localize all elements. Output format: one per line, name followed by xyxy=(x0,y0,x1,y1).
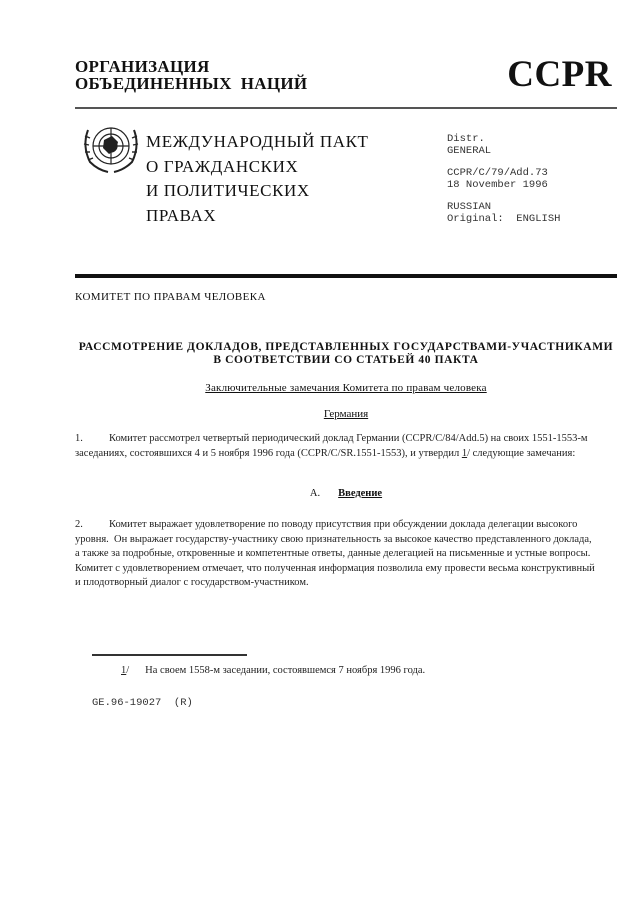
header-rule xyxy=(75,107,617,109)
doc-date: 18 November 1996 xyxy=(447,179,548,191)
section-title: Введение xyxy=(338,488,383,499)
paragraph-1 xyxy=(75,432,595,461)
paragraph-1-number: 1. xyxy=(75,433,83,444)
covenant-line-2: О ГРАЖДАНСКИХ xyxy=(146,156,299,176)
section-heading xyxy=(75,488,617,499)
header-thick-rule xyxy=(75,274,617,278)
organization-line-2: ОБЪЕДИНЕННЫХ НАЦИЙ xyxy=(75,74,308,93)
subtitle xyxy=(75,382,617,394)
footnote-text: На своем 1558-м заседании, состоявшемся 7 ноября 1996 года. xyxy=(145,665,426,676)
doc-symbol: CCPR/C/79/Add.73 xyxy=(447,167,548,179)
paragraph-1-text-end: / следующие замечания: xyxy=(467,447,576,459)
original-language: Original: ENGLISH xyxy=(447,213,561,225)
footnote-separator xyxy=(92,654,247,656)
committee-name: КОМИТЕТ ПО ПРАВАМ ЧЕЛОВЕКА xyxy=(75,291,266,303)
doc-language: RUSSIAN xyxy=(447,201,492,213)
covenant-line-3: И ПОЛИТИЧЕСКИХ xyxy=(146,181,310,200)
organization-line-1: ОРГАНИЗАЦИЯ xyxy=(75,57,210,76)
document-symbol-heading: CCPR xyxy=(507,54,612,95)
country-name: Германия xyxy=(323,408,369,420)
paragraph-2 xyxy=(75,518,598,591)
country-heading xyxy=(75,408,617,420)
section-letter: A. xyxy=(309,488,321,499)
document-title xyxy=(75,341,617,367)
job-number: GE.96-19027 (R) xyxy=(92,697,193,709)
footnote xyxy=(121,665,425,676)
paragraph-2-text: Комитет выражает удовлетворение по поводу присутствия при обсуждении доклада делегации высокого уровня. Он выражает государству-участнику свою признательность за высокое качество представленного доклада, а также за подробные, откровенные и компетентные ответы, данные делегацией на письменные и устные вопросы. Комитет с удовлетворением отмечает, что полученная информация позволила ему провести весьма конструктивный и плодотворный диалог с государством-участником. xyxy=(75,519,598,588)
subtitle-text: Заключительные замечания Комитета по правам человека xyxy=(205,382,487,394)
footnote-ref-link[interactable]: 1 xyxy=(461,447,468,459)
distribution-type: GENERAL xyxy=(447,145,492,157)
covenant-line-4: ПРАВАХ xyxy=(146,205,217,225)
covenant-title xyxy=(146,130,369,228)
paragraph-2-number: 2. xyxy=(75,519,83,530)
footnote-slash: / xyxy=(126,665,130,676)
organization-name xyxy=(75,58,307,92)
title-line-1: РАССМОТРЕНИЕ ДОКЛАДОВ, ПРЕДСТАВЛЕННЫХ ГОСУДАРСТВАМИ-УЧАСТНИКАМИ xyxy=(78,341,614,353)
title-line-2: В СООТВЕТСТВИИ СО СТАТЬЕЙ 40 ПАКТА xyxy=(213,354,479,366)
footnote-number: 1 xyxy=(121,665,127,676)
un-emblem-icon xyxy=(78,118,144,178)
document-metadata xyxy=(447,133,560,225)
paragraph-1-text: Комитет рассмотрел четвертый периодический доклад Германии (CCPR/C/84/Add.5) на своих 1551-1553-м заседаниях, состоявшихся 4 и 5 ноября 1996 года (CCPR/C/SR.1551-1553), и утвердил xyxy=(75,433,588,459)
distribution-label: Distr. xyxy=(447,133,485,145)
covenant-line-1: МЕЖДУНАРОДНЫЙ ПАКТ xyxy=(146,132,369,151)
footnote-marker xyxy=(121,665,129,676)
